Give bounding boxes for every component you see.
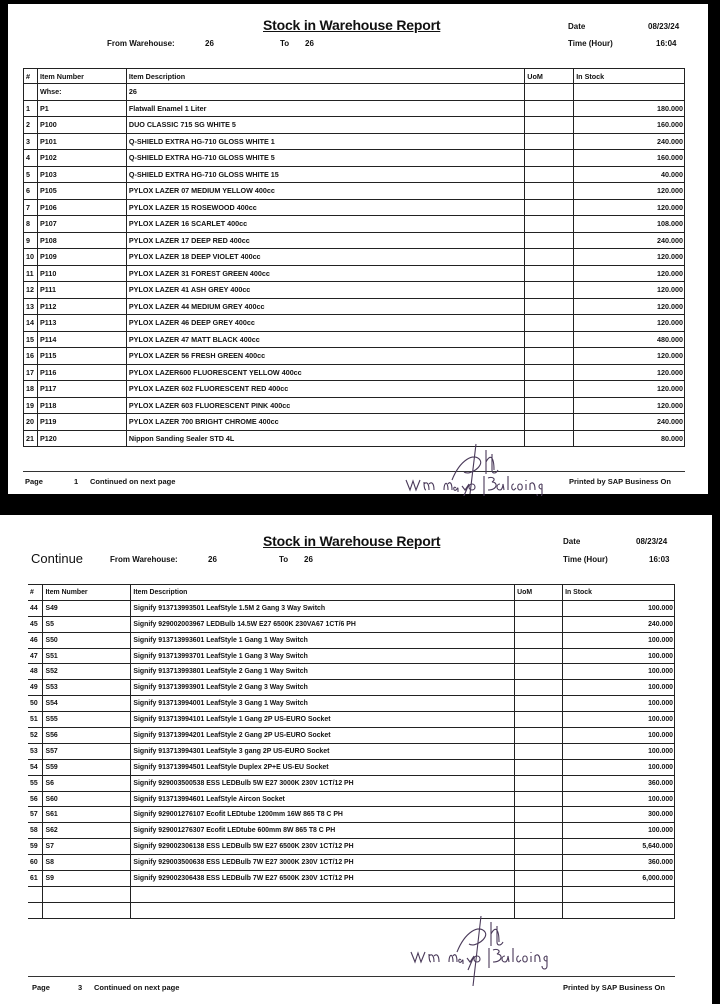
in-stock: 5,640.000 xyxy=(563,839,675,855)
item-number: S52 xyxy=(43,664,131,680)
col-header-item-description: Item Description xyxy=(131,585,515,601)
item-description: Signify 913713994501 LeafStyle Duplex 2P+E US-EU Socket xyxy=(131,759,515,775)
table-row xyxy=(24,183,685,200)
row-number: 51 xyxy=(28,712,43,728)
row-number: 58 xyxy=(28,823,43,839)
item-number: S9 xyxy=(43,871,131,887)
table-row xyxy=(28,680,675,696)
row-number: 54 xyxy=(28,759,43,775)
table-row xyxy=(24,117,685,134)
empty-row xyxy=(28,886,675,902)
uom xyxy=(525,199,574,216)
uom xyxy=(515,823,563,839)
report-title: Stock in Warehouse Report xyxy=(263,533,441,549)
in-stock: 120.000 xyxy=(574,381,685,398)
row-number: 18 xyxy=(24,381,38,398)
table-row xyxy=(24,381,685,398)
date-label: Date xyxy=(568,22,586,31)
uom xyxy=(515,680,563,696)
in-stock: 100.000 xyxy=(563,743,675,759)
table-row xyxy=(24,216,685,233)
uom xyxy=(525,183,574,200)
table-row xyxy=(28,728,675,744)
item-description: PYLOX LAZER600 FLUORESCENT YELLOW 400cc xyxy=(126,364,524,381)
row-number: 3 xyxy=(24,133,38,150)
in-stock: 240.000 xyxy=(574,414,685,431)
in-stock: 100.000 xyxy=(563,680,675,696)
uom xyxy=(515,728,563,744)
item-number: S6 xyxy=(43,775,131,791)
in-stock: 80.000 xyxy=(574,430,685,447)
in-stock: 360.000 xyxy=(563,855,675,871)
uom xyxy=(525,265,574,282)
item-description: Signify 913713994301 LeafStyle 3 gang 2P US-EURO Socket xyxy=(131,743,515,759)
item-description: PYLOX LAZER 46 DEEP GREY 400cc xyxy=(126,315,524,332)
table-row xyxy=(28,759,675,775)
in-stock: 120.000 xyxy=(574,183,685,200)
item-description: Signify 913713994001 LeafStyle 3 Gang 1 Way Switch xyxy=(131,696,515,712)
row-number: 59 xyxy=(28,839,43,855)
table-row xyxy=(24,199,685,216)
item-number: P113 xyxy=(37,315,126,332)
row-number: 6 xyxy=(24,183,38,200)
time-label: Time (Hour) xyxy=(563,555,608,564)
item-description: Signify 913713994201 LeafStyle 2 Gang 2P US-EURO Socket xyxy=(131,728,515,744)
item-description: PYLOX LAZER 47 MATT BLACK 400cc xyxy=(126,331,524,348)
uom xyxy=(515,664,563,680)
row-number: 1 xyxy=(24,100,38,117)
item-number: P110 xyxy=(37,265,126,282)
item-number: P114 xyxy=(37,331,126,348)
table-header-row xyxy=(28,585,675,601)
item-description: Signify 913713994101 LeafStyle 1 Gang 2P US-EURO Socket xyxy=(131,712,515,728)
uom xyxy=(515,632,563,648)
in-stock: 100.000 xyxy=(563,632,675,648)
to-warehouse-value: 26 xyxy=(305,39,314,48)
item-number: P116 xyxy=(37,364,126,381)
stock-table xyxy=(28,584,675,919)
time-value: 16:03 xyxy=(649,555,670,564)
table-row xyxy=(28,839,675,855)
item-number: S49 xyxy=(43,600,131,616)
item-description: Signify 913713993701 LeafStyle 1 Gang 3 Way Switch xyxy=(131,648,515,664)
row-number: 14 xyxy=(24,315,38,332)
item-number: P118 xyxy=(37,397,126,414)
uom xyxy=(525,298,574,315)
item-number: S53 xyxy=(43,680,131,696)
item-description: Signify 913713993901 LeafStyle 2 Gang 3 Way Switch xyxy=(131,680,515,696)
item-number: S51 xyxy=(43,648,131,664)
item-number: P100 xyxy=(37,117,126,134)
item-number: S7 xyxy=(43,839,131,855)
item-description: Signify 929002003967 LEDBulb 14.5W E27 6500K 230VA67 1CT/6 PH xyxy=(131,616,515,632)
item-number: S56 xyxy=(43,728,131,744)
table-row xyxy=(24,166,685,183)
in-stock: 120.000 xyxy=(574,364,685,381)
table-row xyxy=(28,807,675,823)
from-warehouse-value: 26 xyxy=(208,555,217,564)
item-number: S50 xyxy=(43,632,131,648)
whse-row xyxy=(24,84,685,101)
row-number: 20 xyxy=(24,414,38,431)
item-description: Flatwall Enamel 1 Liter xyxy=(126,100,524,117)
item-number: P115 xyxy=(37,348,126,365)
in-stock: 100.000 xyxy=(563,728,675,744)
to-warehouse-value: 26 xyxy=(304,555,313,564)
continued-note: Continued on next page xyxy=(90,477,176,486)
item-number: S62 xyxy=(43,823,131,839)
in-stock: 100.000 xyxy=(563,664,675,680)
row-number: 45 xyxy=(28,616,43,632)
in-stock: 240.000 xyxy=(563,616,675,632)
row-number: 52 xyxy=(28,728,43,744)
row-number: 49 xyxy=(28,680,43,696)
item-number: P120 xyxy=(37,430,126,447)
whse-value: 26 xyxy=(126,84,524,101)
item-description: PYLOX LAZER 56 FRESH GREEN 400cc xyxy=(126,348,524,365)
in-stock: 100.000 xyxy=(563,696,675,712)
from-warehouse-value: 26 xyxy=(205,39,214,48)
col-header-in-stock: In Stock xyxy=(563,585,675,601)
row-number: 55 xyxy=(28,775,43,791)
uom xyxy=(525,249,574,266)
item-number: P108 xyxy=(37,232,126,249)
uom xyxy=(525,232,574,249)
page-label: Page xyxy=(25,477,43,486)
row-number: 56 xyxy=(28,791,43,807)
row-number: 9 xyxy=(24,232,38,249)
from-warehouse-label: From Warehouse: xyxy=(110,555,178,564)
row-number: 44 xyxy=(28,600,43,616)
uom xyxy=(525,282,574,299)
table-row xyxy=(28,648,675,664)
item-description: Q-SHIELD EXTRA HG-710 GLOSS WHITE 1 xyxy=(126,133,524,150)
uom xyxy=(525,216,574,233)
item-number: S5 xyxy=(43,616,131,632)
item-number: S8 xyxy=(43,855,131,871)
row-number: 4 xyxy=(24,150,38,167)
item-description: PYLOX LAZER 15 ROSEWOOD 400cc xyxy=(126,199,524,216)
uom xyxy=(515,648,563,664)
row-number: 46 xyxy=(28,632,43,648)
uom xyxy=(525,414,574,431)
uom xyxy=(525,117,574,134)
uom xyxy=(525,381,574,398)
item-description: PYLOX LAZER 700 BRIGHT CHROME 400cc xyxy=(126,414,524,431)
page-label: Page xyxy=(32,983,50,992)
uom xyxy=(515,616,563,632)
item-description: Signify 929003500538 ESS LEDBulb 5W E27 3000K 230V 1CT/12 PH xyxy=(131,775,515,791)
in-stock: 120.000 xyxy=(574,265,685,282)
col-header-item-number: Item Number xyxy=(43,585,131,601)
printed-by: Printed by SAP Business On xyxy=(563,983,665,992)
in-stock: 40.000 xyxy=(574,166,685,183)
row-number: 15 xyxy=(24,331,38,348)
row-number: 12 xyxy=(24,282,38,299)
in-stock: 480.000 xyxy=(574,331,685,348)
col-header-uom: UoM xyxy=(525,69,574,84)
in-stock: 120.000 xyxy=(574,315,685,332)
item-number: S57 xyxy=(43,743,131,759)
page-number: 3 xyxy=(78,983,83,992)
in-stock: 240.000 xyxy=(574,232,685,249)
in-stock: 100.000 xyxy=(563,600,675,616)
uom xyxy=(525,364,574,381)
uom xyxy=(525,133,574,150)
table-row xyxy=(24,397,685,414)
in-stock: 120.000 xyxy=(574,282,685,299)
item-number: P106 xyxy=(37,199,126,216)
uom xyxy=(515,743,563,759)
report-page-1 xyxy=(8,4,708,494)
col-header-number: # xyxy=(24,69,38,84)
item-description: PYLOX LAZER 603 FLUORESCENT PINK 400cc xyxy=(126,397,524,414)
in-stock: 100.000 xyxy=(563,648,675,664)
time-label: Time (Hour) xyxy=(568,39,613,48)
whse-label: Whse: xyxy=(37,84,126,101)
uom xyxy=(515,871,563,887)
table-row xyxy=(28,632,675,648)
in-stock: 100.000 xyxy=(563,759,675,775)
uom xyxy=(525,331,574,348)
table-row xyxy=(24,315,685,332)
col-header-item-description: Item Description xyxy=(126,69,524,84)
in-stock: 180.000 xyxy=(574,100,685,117)
row-number: 8 xyxy=(24,216,38,233)
item-number: P1 xyxy=(37,100,126,117)
in-stock: 120.000 xyxy=(574,397,685,414)
item-number: P103 xyxy=(37,166,126,183)
item-description: Signify 913713993501 LeafStyle 1.5M 2 Gang 3 Way Switch xyxy=(131,600,515,616)
col-header-item-number: Item Number xyxy=(37,69,126,84)
table-header-row xyxy=(24,69,685,84)
item-number: P112 xyxy=(37,298,126,315)
signature-icon xyxy=(400,436,560,496)
uom xyxy=(525,315,574,332)
to-label: To xyxy=(280,39,290,48)
item-description: Signify 929002306138 ESS LEDBulb 5W E27 6500K 230V 1CT/12 PH xyxy=(131,839,515,855)
item-number: P111 xyxy=(37,282,126,299)
item-description: Signify 929002306438 ESS LEDBulb 7W E27 6500K 230V 1CT/12 PH xyxy=(131,871,515,887)
item-description: PYLOX LAZER 31 FOREST GREEN 400cc xyxy=(126,265,524,282)
table-row xyxy=(28,823,675,839)
in-stock: 240.000 xyxy=(574,133,685,150)
item-number: S60 xyxy=(43,791,131,807)
item-description: PYLOX LAZER 16 SCARLET 400cc xyxy=(126,216,524,233)
item-number: P105 xyxy=(37,183,126,200)
uom xyxy=(515,839,563,855)
item-description: DUO CLASSIC 715 SG WHITE 5 xyxy=(126,117,524,134)
col-header-uom: UoM xyxy=(515,585,563,601)
row-number: 50 xyxy=(28,696,43,712)
uom xyxy=(525,166,574,183)
table-row xyxy=(24,150,685,167)
row-number: 21 xyxy=(24,430,38,447)
to-label: To xyxy=(279,555,289,564)
item-number: P101 xyxy=(37,133,126,150)
signature-icon xyxy=(405,908,565,988)
item-description: PYLOX LAZER 44 MEDIUM GREY 400cc xyxy=(126,298,524,315)
col-header-in-stock: In Stock xyxy=(574,69,685,84)
col-header-number: # xyxy=(28,585,43,601)
table-row xyxy=(28,791,675,807)
item-number: P107 xyxy=(37,216,126,233)
row-number: 47 xyxy=(28,648,43,664)
uom xyxy=(515,712,563,728)
in-stock: 100.000 xyxy=(563,712,675,728)
table-row xyxy=(24,331,685,348)
uom xyxy=(515,807,563,823)
row-number: 13 xyxy=(24,298,38,315)
table-row xyxy=(24,348,685,365)
in-stock: 120.000 xyxy=(574,199,685,216)
continued-note: Continued on next page xyxy=(94,983,180,992)
in-stock: 6,000.000 xyxy=(563,871,675,887)
footer-divider xyxy=(23,471,685,472)
item-description: PYLOX LAZER 07 MEDIUM YELLOW 400cc xyxy=(126,183,524,200)
empty-row xyxy=(28,902,675,918)
item-number: P109 xyxy=(37,249,126,266)
item-description: Signify 929001276307 Ecofit LEDtube 600mm 8W 865 T8 C PH xyxy=(131,823,515,839)
in-stock: 100.000 xyxy=(563,823,675,839)
report-page-2 xyxy=(0,515,712,1004)
row-number: 61 xyxy=(28,871,43,887)
item-number: S59 xyxy=(43,759,131,775)
item-description: Signify 913713993601 LeafStyle 1 Gang 1 Way Switch xyxy=(131,632,515,648)
table-row xyxy=(24,232,685,249)
item-description: Signify 929003500638 ESS LEDBulb 7W E27 3000K 230V 1CT/12 PH xyxy=(131,855,515,871)
table-row xyxy=(28,664,675,680)
table-row xyxy=(28,855,675,871)
row-number: 2 xyxy=(24,117,38,134)
uom xyxy=(515,696,563,712)
item-number: P102 xyxy=(37,150,126,167)
report-title: Stock in Warehouse Report xyxy=(263,17,441,33)
in-stock: 120.000 xyxy=(574,249,685,266)
table-row xyxy=(24,414,685,431)
table-row xyxy=(24,133,685,150)
printed-by: Printed by SAP Business On xyxy=(569,477,671,486)
in-stock: 160.000 xyxy=(574,150,685,167)
item-description: PYLOX LAZER 41 ASH GREY 400cc xyxy=(126,282,524,299)
table-row xyxy=(28,696,675,712)
row-number: 17 xyxy=(24,364,38,381)
uom xyxy=(515,759,563,775)
table-row xyxy=(28,600,675,616)
table-row xyxy=(24,282,685,299)
in-stock: 100.000 xyxy=(563,791,675,807)
uom xyxy=(515,855,563,871)
uom xyxy=(525,100,574,117)
row-number: 19 xyxy=(24,397,38,414)
row-number: 60 xyxy=(28,855,43,871)
continue-label: Continue xyxy=(31,551,84,566)
table-row xyxy=(24,249,685,266)
in-stock: 160.000 xyxy=(574,117,685,134)
date-label: Date xyxy=(563,537,581,546)
row-number: 48 xyxy=(28,664,43,680)
uom xyxy=(525,397,574,414)
item-description: Nippon Sanding Sealer STD 4L xyxy=(126,430,524,447)
from-warehouse-label: From Warehouse: xyxy=(107,39,175,48)
table-row xyxy=(24,265,685,282)
item-description: Signify 913713994601 LeafStyle Aircon Socket xyxy=(131,791,515,807)
date-value: 08/23/24 xyxy=(648,22,680,31)
table-row xyxy=(28,712,675,728)
uom xyxy=(525,348,574,365)
table-row xyxy=(28,775,675,791)
row-number: 5 xyxy=(24,166,38,183)
table-row xyxy=(28,871,675,887)
item-description: Signify 929001276107 Ecofit LEDtube 1200mm 16W 865 T8 C PH xyxy=(131,807,515,823)
table-row xyxy=(24,100,685,117)
in-stock: 120.000 xyxy=(574,348,685,365)
table-row xyxy=(28,616,675,632)
page-number: 1 xyxy=(74,477,79,486)
date-value: 08/23/24 xyxy=(636,537,668,546)
row-number: 16 xyxy=(24,348,38,365)
footer-divider xyxy=(28,976,675,977)
item-number: P117 xyxy=(37,381,126,398)
in-stock: 300.000 xyxy=(563,807,675,823)
in-stock: 360.000 xyxy=(563,775,675,791)
table-row xyxy=(28,743,675,759)
item-number: S54 xyxy=(43,696,131,712)
uom xyxy=(515,775,563,791)
stock-table xyxy=(23,68,685,447)
item-number: S61 xyxy=(43,807,131,823)
row-number: 57 xyxy=(28,807,43,823)
item-description: Signify 913713993801 LeafStyle 2 Gang 1 Way Switch xyxy=(131,664,515,680)
item-description: Q-SHIELD EXTRA HG-710 GLOSS WHITE 15 xyxy=(126,166,524,183)
row-number: 11 xyxy=(24,265,38,282)
uom xyxy=(515,791,563,807)
item-number: P119 xyxy=(37,414,126,431)
in-stock: 120.000 xyxy=(574,298,685,315)
item-description: PYLOX LAZER 17 DEEP RED 400cc xyxy=(126,232,524,249)
row-number: 7 xyxy=(24,199,38,216)
item-number: S55 xyxy=(43,712,131,728)
in-stock: 108.000 xyxy=(574,216,685,233)
uom xyxy=(525,150,574,167)
item-description: PYLOX LAZER 602 FLUORESCENT RED 400cc xyxy=(126,381,524,398)
item-description: PYLOX LAZER 18 DEEP VIOLET 400cc xyxy=(126,249,524,266)
item-description: Q-SHIELD EXTRA HG-710 GLOSS WHITE 5 xyxy=(126,150,524,167)
table-row xyxy=(24,298,685,315)
table-row xyxy=(24,364,685,381)
row-number: 53 xyxy=(28,743,43,759)
table-row xyxy=(24,430,685,447)
time-value: 16:04 xyxy=(656,39,677,48)
row-number: 10 xyxy=(24,249,38,266)
uom xyxy=(515,600,563,616)
